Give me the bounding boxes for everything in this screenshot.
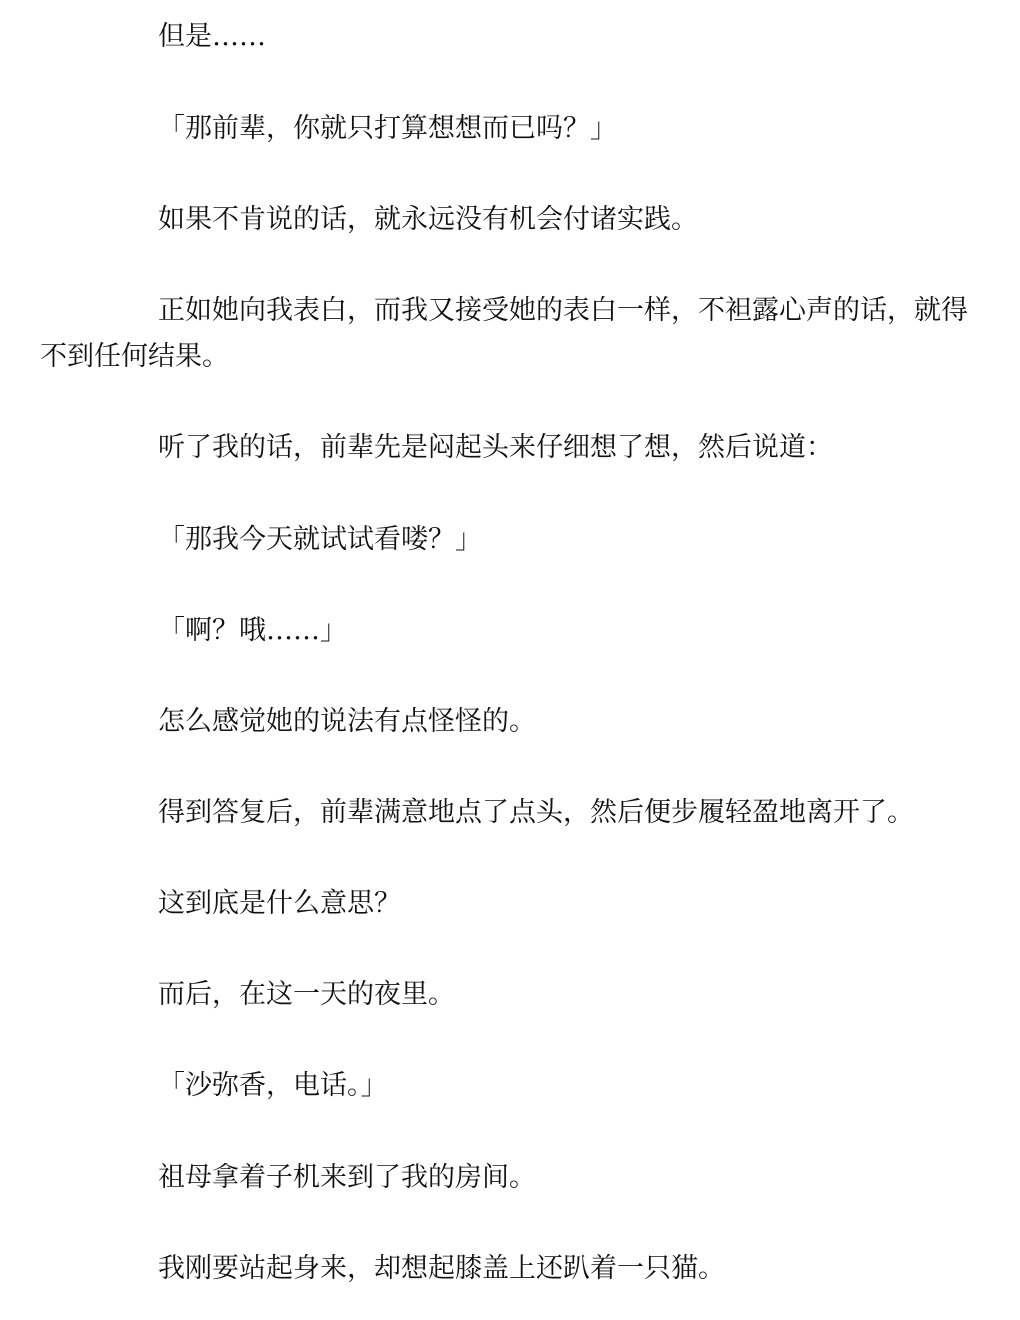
paragraph-13: 祖母拿着子机来到了我的房间。 <box>158 1162 536 1193</box>
paragraph-11: 而后，在这一天的夜里。 <box>158 979 455 1010</box>
paragraph-12: 「沙弥香，电话。」 <box>158 1070 388 1101</box>
paragraph-5: 听了我的话，前辈先是闷起头来仔细想了想，然后说道： <box>158 432 833 463</box>
paragraph-4: 正如她向我表白，而我又接受她的表白一样，不袒露心声的话，就得不到任何结果。 <box>40 295 968 372</box>
paragraph-14: 我刚要站起身来，却想起膝盖上还趴着一只猫。 <box>158 1253 725 1284</box>
paragraph-7: 「啊？哦……」 <box>158 615 347 646</box>
paragraph-10: 这到底是什么意思？ <box>158 888 401 919</box>
paragraph-8: 怎么感觉她的说法有点怪怪的。 <box>158 706 536 737</box>
paragraph-2: 「那前辈，你就只打算想想而已吗？」 <box>158 113 617 144</box>
paragraph-6: 「那我今天就试试看喽？」 <box>158 524 482 555</box>
paragraph-3: 如果不肯说的话，就永远没有机会付诸实践。 <box>158 204 698 235</box>
paragraph-9: 得到答复后，前辈满意地点了点头，然后便步履轻盈地离开了。 <box>158 797 914 828</box>
paragraph-1: 但是…… <box>158 21 266 52</box>
